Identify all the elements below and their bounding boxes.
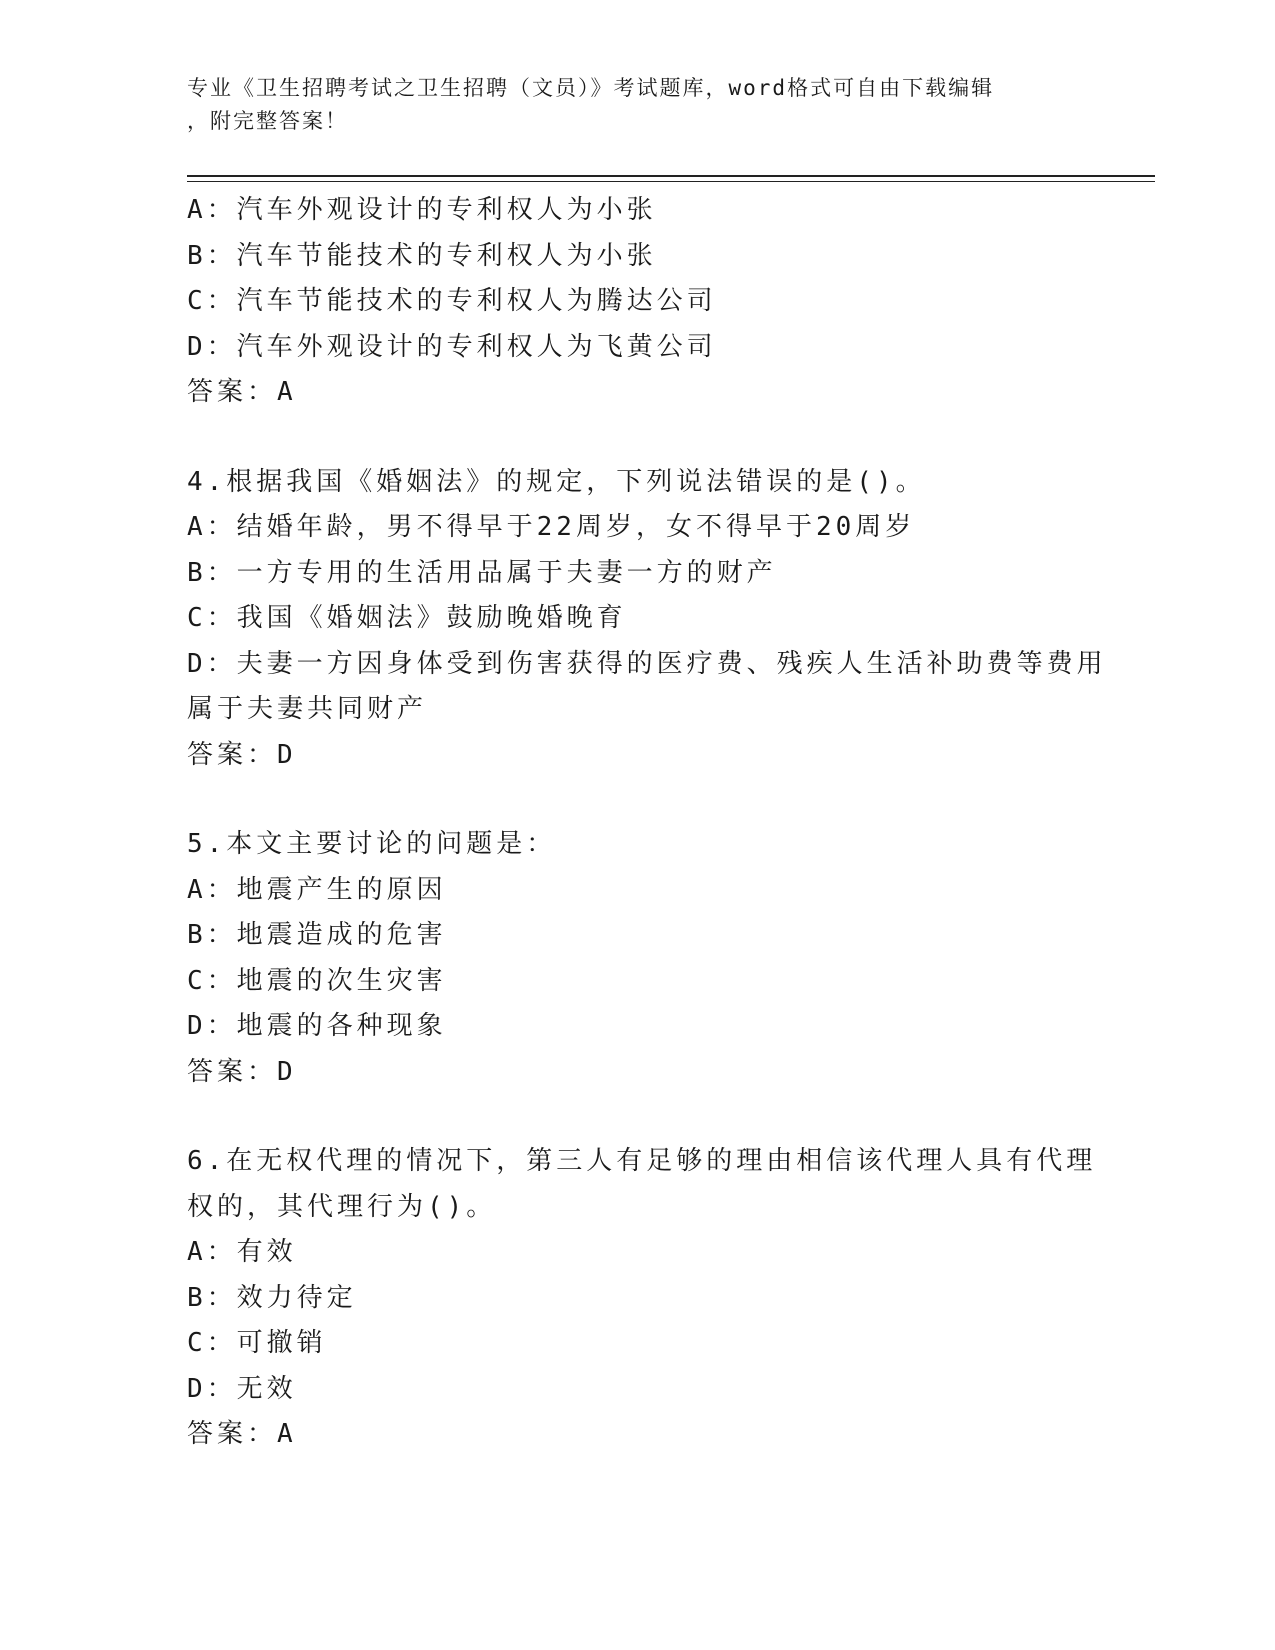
header-divider-thick bbox=[187, 175, 1155, 177]
answer-line: 答案：A bbox=[187, 1419, 297, 1449]
option-a: A：汽车外观设计的专利权人为小张 bbox=[187, 195, 657, 225]
question-text-continued: 权的，其代理行为()。 bbox=[187, 1191, 497, 1222]
option-b: B：汽车节能技术的专利权人为小张 bbox=[187, 240, 657, 271]
header-divider-thin bbox=[187, 181, 1155, 182]
answer-line: 答案：A bbox=[187, 377, 297, 407]
option-a: A：有效 bbox=[187, 1237, 297, 1267]
option-c: C：我国《婚姻法》鼓励晚婚晚育 bbox=[187, 603, 627, 633]
option-d-continued: 属于夫妻共同财产 bbox=[187, 694, 428, 724]
question-5 bbox=[187, 822, 1087, 1095]
option-b: B：效力待定 bbox=[187, 1282, 357, 1313]
option-d: D：地震的各种现象 bbox=[187, 1011, 447, 1041]
question-list bbox=[187, 188, 1107, 1458]
option-a: A：地震产生的原因 bbox=[187, 874, 447, 905]
option-b: B：地震造成的危害 bbox=[187, 920, 447, 950]
document-header bbox=[187, 72, 1067, 138]
option-c: C：地震的次生灾害 bbox=[187, 965, 447, 996]
answer-line: 答案：D bbox=[187, 739, 297, 770]
question-3 bbox=[187, 188, 1087, 416]
question-text: 5.本文主要讨论的问题是： bbox=[187, 829, 557, 859]
header-line-1: 专业《卫生招聘考试之卫生招聘（文员）》考试题库，word格式可自由下载编辑 bbox=[187, 76, 995, 100]
option-b: B：一方专用的生活用品属于夫妻一方的财产 bbox=[187, 557, 777, 588]
question-4 bbox=[187, 460, 1107, 779]
option-d: D：汽车外观设计的专利权人为飞黄公司 bbox=[187, 331, 717, 362]
option-d: D：无效 bbox=[187, 1373, 297, 1404]
option-d: D：夫妻一方因身体受到伤害获得的医疗费、残疾人生活补助费等费用 bbox=[187, 648, 1107, 679]
header-line-2: ，附完整答案！ bbox=[187, 109, 348, 133]
question-text: 6.在无权代理的情况下，第三人有足够的理由相信该代理人具有代理 bbox=[187, 1146, 1097, 1176]
option-c: C：可撤销 bbox=[187, 1328, 327, 1358]
answer-line: 答案：D bbox=[187, 1056, 297, 1087]
question-text: 4.根据我国《婚姻法》的规定，下列说法错误的是()。 bbox=[187, 466, 926, 497]
question-6 bbox=[187, 1139, 1097, 1458]
option-a: A：结婚年龄，男不得早于22周岁，女不得早于20周岁 bbox=[187, 512, 916, 542]
option-c: C：汽车节能技术的专利权人为腾达公司 bbox=[187, 286, 717, 316]
